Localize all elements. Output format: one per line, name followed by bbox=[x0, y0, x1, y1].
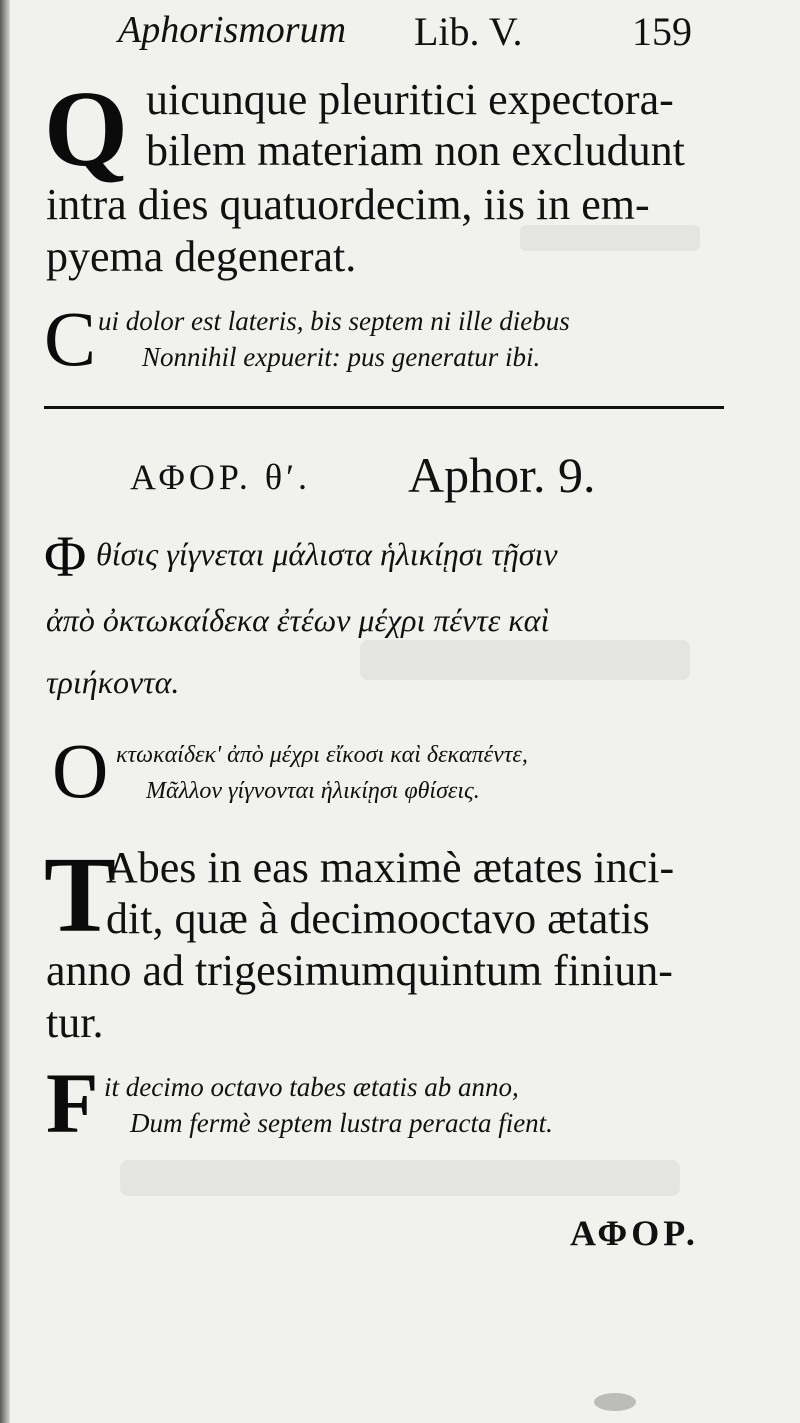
greek-heading: ΑΦΟΡ. θʹ. bbox=[130, 457, 312, 497]
verse-line: Nonnihil expuerit: pus generatur ibi. bbox=[142, 342, 541, 372]
drop-cap: F bbox=[46, 1055, 99, 1151]
drop-cap: Q bbox=[44, 70, 129, 189]
greek-line: ἀπὸ ὀκτωκαίδεκα ἐτέων μέχρι πέντε καὶ bbox=[46, 602, 550, 638]
text-line: dit, quæ à decimooctavo ætatis bbox=[106, 894, 650, 943]
verse-line: it decimo octavo tabes ætatis ab anno, bbox=[104, 1072, 519, 1102]
text-line: uicunque pleuritici expectora- bbox=[146, 75, 674, 124]
section-rule bbox=[44, 406, 724, 409]
drop-cap: Φ bbox=[44, 524, 87, 589]
text-line: tur. bbox=[46, 998, 104, 1047]
show-through-smudge bbox=[120, 1160, 680, 1196]
drop-cap: C bbox=[44, 295, 97, 382]
greek-verse-line: Μᾶλλον γίγνονται ἡλικίῃσι φθίσεις. bbox=[146, 778, 480, 804]
page-number: 159 bbox=[632, 9, 692, 54]
greek-line: τριήκοντα. bbox=[46, 664, 180, 700]
latin-heading: Aphor. 9. bbox=[408, 447, 596, 503]
text-line: Abes in eas maximè ætates inci- bbox=[106, 843, 675, 892]
paper-stain bbox=[594, 1393, 636, 1411]
text-line: bilem materiam non excludunt bbox=[146, 126, 685, 175]
greek-verse-line: κτωκαίδεκ' ἀπὸ μέχρι εἴκοσι καὶ δεκαπέντε, bbox=[116, 742, 528, 768]
show-through-smudge bbox=[360, 640, 690, 680]
text-line: anno ad trigesimumquintum finiun- bbox=[46, 946, 673, 995]
page-edge-shadow bbox=[0, 0, 10, 1423]
verse-line: ui dolor est lateris, bis septem ni ille diebus bbox=[98, 306, 570, 336]
verse-line: Dum fermè septem lustra peracta fient. bbox=[130, 1108, 553, 1138]
book-number: Lib. V. bbox=[414, 9, 523, 54]
running-title: Aphorismorum bbox=[118, 9, 347, 51]
drop-cap: Ο bbox=[52, 727, 109, 814]
catchword: ΑΦΟΡ. bbox=[570, 1213, 699, 1253]
text-line: intra dies quatuordecim, iis in em- bbox=[46, 180, 650, 229]
drop-cap: T bbox=[44, 836, 117, 955]
text-line: pyema degenerat. bbox=[46, 232, 357, 281]
greek-line: θίσις γίγνεται μάλιστα ἡλικίῃσι τῇσιν bbox=[96, 536, 558, 572]
